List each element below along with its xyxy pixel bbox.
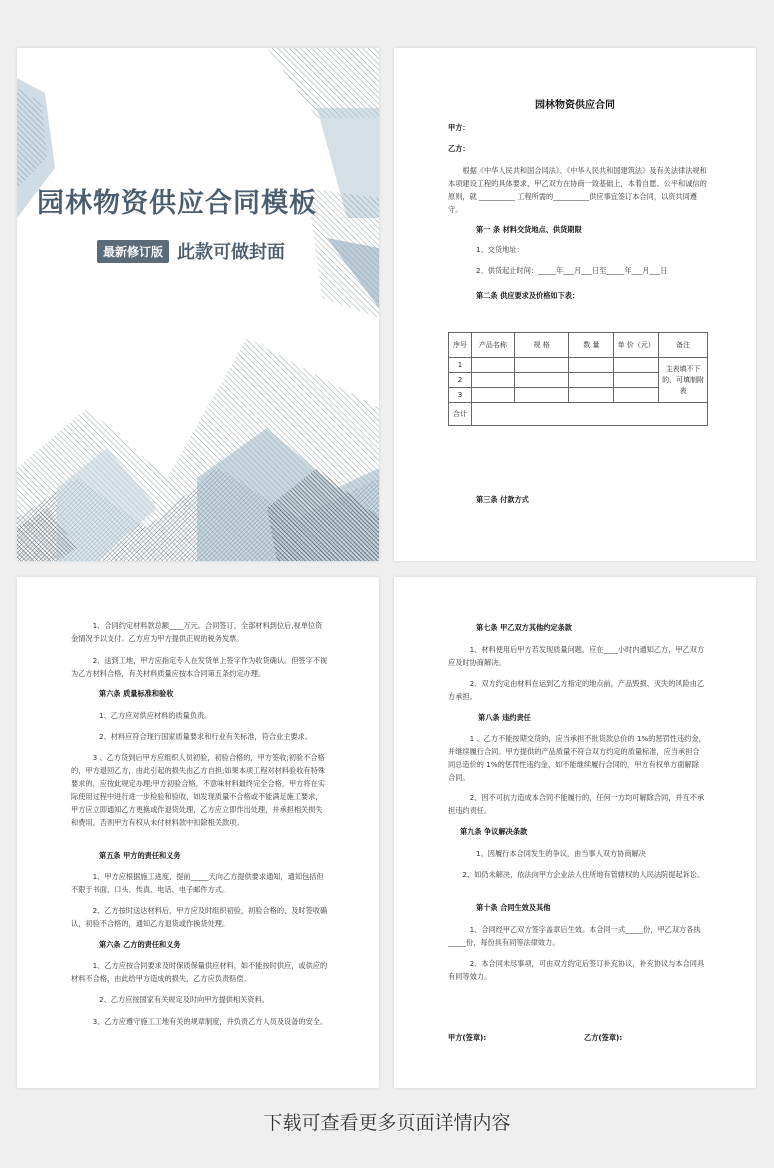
dispute-clause-1: 1、因履行本合同发生的争议，由当事人双方协商解决 [476,849,646,858]
download-more-caption: 下载可查看更多页面详情内容 [263,1112,511,1134]
effect-clause-2: 2、本合同未尽事项，可由双方约定后签订补充协议，补充协议与本合同具有同等效力。 [448,959,705,981]
row-index: 2 [449,373,472,388]
th-qty: 数 量 [569,333,614,358]
quality-clause-1: 1、乙方应对供应材料的质量负责。 [99,711,212,720]
delivery-address: 1、交货地址： [476,245,524,254]
cover-subtitle: 此款可做封面 [177,242,286,263]
quality-clause-2: 2、材料应符合现行国家质量要求和行业有关标准，符合业主要求。 [99,732,313,741]
supply-price-table [448,332,708,426]
contract-title: 园林物资供应合同 [535,100,615,111]
payment-clause-1: 1、合同约定材料款总额____万元。合同签订，全部材料到位后,视单位资金情况予以支付。乙方应为甲方提供正规的税务发票。 [71,621,323,643]
quality-clause-3: 3 、乙方货到后甲方应组织人员初验，初验合格的，甲方签收;初验不合格的，甲方退回乙方，由此引起的损失由乙方自担;如果本项工程对材料验收有特殊要求的，应按此规定办理;甲方初验合格，不意味材料最终完全合格，甲方将在实际使用过程中进行进一步检验和验收，如发现质量不合格或不能满足施工要求，甲方应立即通知乙方更换或作退货处理，乙方应立即作出处理，并承担相关损失和费用，否则甲方有权从未付材料款中扣除相关款项。 [71,753,325,827]
table-total-row [449,403,708,426]
article-6b-title: 第六条 乙方的责任和义务 [99,940,181,949]
effect-clause-1: 1、合同经甲乙双方签字盖章后生效。本合同一式_____份，甲乙双方各执_____份，每份具有同等法律效力。 [448,925,701,947]
payment-clause-2: 2、送到工地，甲方应指定专人在发货单上签字作为收货确认。但签字不视为乙方材料合格，有关材料质量应按本合同第五条约定办理。 [71,656,328,678]
th-note: 备注 [659,333,708,358]
total-label: 合计 [449,403,472,426]
contract-page-3 [394,577,756,1088]
th-index: 序号 [449,333,472,358]
party-b-duty-3: 3、乙方应遵守施工工地有关的规章制度，并负责乙方人员及设备的安全。 [92,1017,328,1026]
contract-page-1 [394,48,756,561]
cover-subtitle-row [97,240,285,262]
article-6-title: 第六条 质量标准和验收 [99,689,174,698]
article-1-title: 第一 条 材料交货地点、供货期限 [476,225,582,234]
article-7-title: 第七条 甲乙双方其他约定条款 [476,623,572,632]
dispute-clause-2: 2、如仍未解决，依法向甲方企业法人住所地有管辖权的人民法院提起诉讼。 [462,870,705,879]
cover-page [17,48,379,561]
cover-geometric-art [17,48,379,561]
th-price: 单 价（元） [614,333,659,358]
article-5-title: 第五条 甲方的责任和义务 [99,851,181,860]
signature-party-a: 甲方(签章): [448,1033,487,1042]
article-10-title: 第十条 合同生效及其他 [476,903,551,912]
row-index: 3 [449,388,472,403]
row-index: 1 [449,358,472,373]
supply-period: 2、供货起止时间：_____年___月___日至_____年___月___日 [476,266,668,275]
signature-party-b: 乙方(签章): [584,1033,623,1042]
article-3-title: 第三条 付款方式 [476,495,529,504]
table-note: 主表填不下的，可填制附表 [659,358,708,403]
article-2-title: 第二条 供应要求及价格如下表： [476,291,580,300]
other-clause-2: 2、双方约定由材料在运到乙方指定的地点前，产品毁损、灭失的风险由乙方承担。 [448,679,705,701]
th-spec: 规 格 [514,333,569,358]
intro-paragraph: 根据《中华人民共和国合同法》、《中华人民共和国建筑法》及有关法律法规和本项建设工程的具体要求，甲乙双方在协商一致基础上，本着自愿、公平和诚信的原则，就 __________ 工程所需的__________供应事宜签订本合同，以资共同遵守。 [448,166,707,214]
party-a-duty-1: 1、甲方应根据施工进度，提前_____天向乙方提供要求通知，通知包括但不限于书面、口头、传真、电话、电子邮件方式。 [71,872,324,894]
other-clause-1: 1、材料使用后甲方若发现质量问题，应在____小时内通知乙方，甲乙双方应及时协商解决。 [448,645,705,667]
party-b-label: 乙方： [448,144,470,153]
revision-badge: 最新修订版 [97,240,169,263]
party-a-label: 甲方： [448,123,470,132]
article-9-title: 第九条 争议解决条款 [460,827,528,836]
party-b-duty-1: 1、乙方应按合同要求及时保质保量供应材料，如不能按时供应，或供应的材料不合格，由此给甲方造成的损失，乙方应负责赔偿。 [71,961,328,983]
party-b-duty-2: 2、乙方应按国家有关规定及时向甲方提供相关资料。 [99,995,269,1004]
th-product: 产品名称 [471,333,514,358]
table-row [449,358,708,373]
article-8-title: 第八条 违约责任 [478,713,531,722]
contract-page-2 [17,577,379,1088]
liability-clause-1: 1 、乙方不能按期交货的，应当承担不批货款总价的 1%的惩罚性违约金，并继续履行合同。甲方提供的产品质量不符合双方约定的质量标准，应当承担合同总造价的 1%的惩罚性违约金，如不能继续履行合同的，甲方有权单方面解除合同。 [448,734,706,782]
party-a-duty-2: 2、乙方按时送达材料后，甲方应及时组织初验，初验合格的，及时签收确认，初验不合格的，通知乙方退货或作换货处理。 [71,906,328,928]
liability-clause-2: 2、因不可抗力造成本合同不能履行的，任何一方均可解除合同，并互不承担违约责任。 [448,793,705,815]
cover-title: 园林物资供应合同模板 [37,188,317,219]
